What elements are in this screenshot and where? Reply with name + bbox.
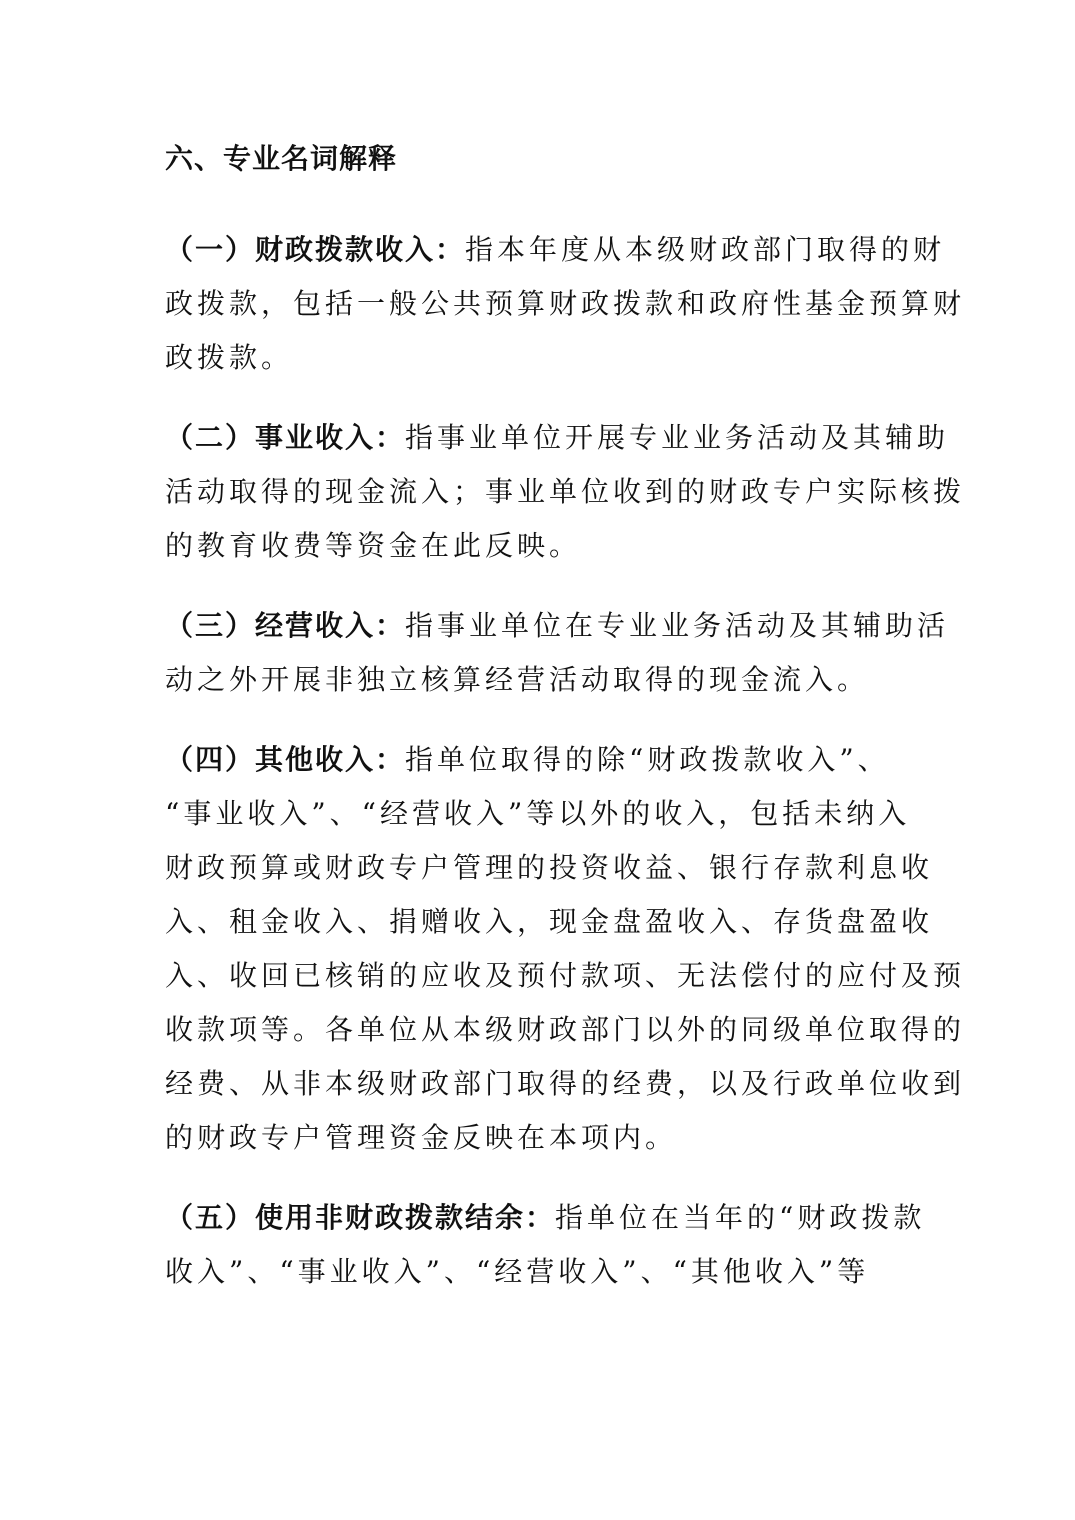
paragraph-line: 入、租金收入、捐赠收入，现金盘盈收入、存货盘盈收 [165, 905, 934, 938]
definition-text: 指事业单位在专业业务活动及其辅助活 [405, 609, 950, 642]
paragraph-line: 的财政专户管理资金反映在本项内。 [165, 1121, 678, 1154]
paragraph-line: 收款项等。各单位从本级财政部门以外的同级单位取得的 [165, 1013, 966, 1046]
term-label: （一）财政拨款收入： [165, 233, 466, 266]
paragraph-line: 活动取得的现金流入；事业单位收到的财政专户实际核拨 [165, 475, 966, 508]
paragraph-line: 财政预算或财政专户管理的投资收益、银行存款利息收 [165, 851, 934, 884]
term-label: （二）事业收入： [165, 421, 406, 454]
paragraph-line: 政拨款。 [165, 341, 294, 374]
definition-text: 指单位取得的除“财政拨款收入”、 [405, 743, 890, 776]
paragraph-line [165, 1198, 926, 1238]
paragraph-line: 政拨款，包括一般公共预算财政拨款和政府性基金预算财 [165, 287, 966, 320]
definition-text: 指事业单位开展专业业务活动及其辅助 [405, 421, 950, 454]
paragraph-line [165, 230, 946, 270]
paragraph-line: 收入”、“事业收入”、“经营收入”、“其他收入”等 [165, 1255, 870, 1288]
paragraph-line: 经费、从非本级财政部门取得的经费，以及行政单位收到 [165, 1067, 966, 1100]
paragraph-line [165, 740, 905, 780]
paragraph-line: “事业收入”、“经营收入”等以外的收入，包括未纳入 [165, 797, 911, 830]
definition-text: 指本年度从本级财政部门取得的财 [465, 233, 946, 266]
paragraph-line [165, 418, 950, 458]
definition-text: 指单位在当年的“财政拨款 [555, 1201, 926, 1234]
paragraph-line: 入、收回已核销的应收及预付款项、无法偿付的应付及预 [165, 959, 966, 992]
term-label: （四）其他收入： [165, 743, 406, 776]
term-label: （五）使用非财政拨款结余： [165, 1201, 556, 1234]
paragraph-line [165, 606, 950, 646]
term-label: （三）经营收入： [165, 609, 406, 642]
paragraph-line: 动之外开展非独立核算经营活动取得的现金流入。 [165, 663, 870, 696]
section-heading: 六、专业名词解释 [165, 142, 398, 175]
paragraph-line: 的教育收费等资金在此反映。 [165, 529, 582, 562]
